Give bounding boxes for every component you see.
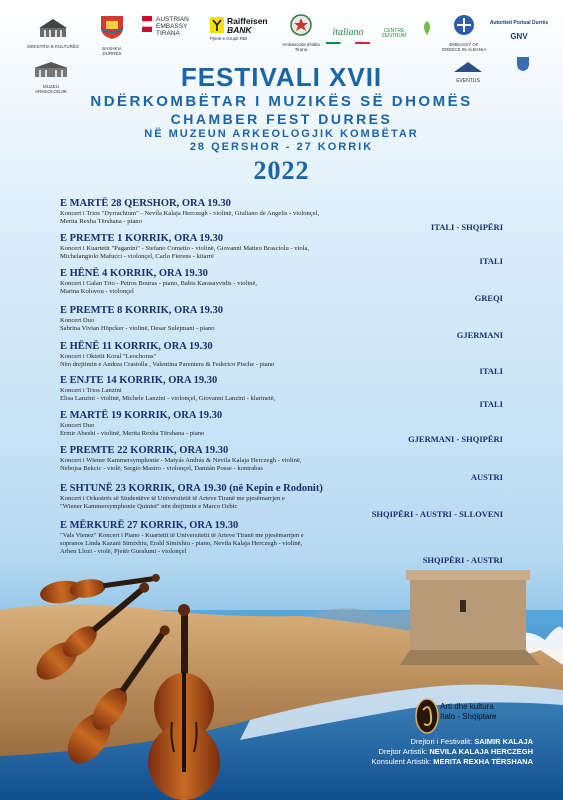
event-heading: E MËRKURË 27 KORRIK, ORA 19.30 (60, 520, 239, 531)
ministry-caption: MINISTRIA E KULTURËS (27, 44, 79, 49)
event-8 (60, 445, 505, 473)
event-heading: E PREMTE 22 KORRIK, ORA 19.30 (60, 445, 229, 456)
durres-crest-icon (98, 14, 126, 40)
event-6-country: ITALI (479, 399, 503, 409)
event-4 (60, 305, 505, 333)
brand-line-2: Italo - Shqiptare (440, 712, 497, 721)
ministry-emblem-icon (38, 16, 68, 38)
event-details: Koncert i Trios "Dyrrachium" - Nevila Kalaja Herczegh - violinë, Giuliano de Angelis - violonçel, (60, 210, 320, 217)
venetian-tower (400, 570, 540, 665)
greece-caption: EMBASSY OF GREECE IN ALBANIA (441, 42, 487, 52)
event-details: Nebojsa Bekcic - violë, Sergio Mastro - violonçel, Damián Posse - kontrabas (60, 465, 263, 472)
port-caption: Autoriteti Portual Durrës (489, 20, 549, 26)
event-heading: E HËNË 4 KORRIK, ORA 19.30 (60, 268, 208, 279)
event-2-country: ITALI (479, 256, 503, 266)
credit-director (372, 737, 533, 747)
event-3 (60, 268, 505, 296)
event-details: Koncert Duo (60, 317, 95, 324)
credit-value: MERITA REXHA TËRSHANA (433, 757, 533, 766)
event-details: Koncert Duo (60, 422, 95, 429)
museum-caption: MUZEU ARKEOLOGJIK (35, 84, 67, 94)
eventus-caption: EVENTUS (456, 78, 480, 84)
event-details: Koncert i Galan Trio - Petros Bouras - piano, Babis Karasavvidis - violinë, (60, 280, 258, 287)
credit-value: SAIMIR KALAJA (474, 737, 533, 746)
greece-logo (440, 14, 488, 52)
italiano-logo (326, 22, 370, 44)
durres-logo (94, 14, 130, 56)
event-5 (60, 341, 505, 369)
event-details: Sabrina Vivian Höpcker - violinë, Desar Sulejmani - piano (60, 325, 215, 332)
austria-line-1: AUSTRIAN (156, 16, 189, 23)
event-4-country: GJERMANI (456, 330, 503, 340)
austria-line-3: TIRANA (156, 30, 180, 37)
centre-logo (372, 28, 416, 39)
festival-year: 2022 (253, 156, 310, 185)
event-details: Merita Rexha Tërshana - piano (60, 218, 142, 225)
brand-line-1: Arti dhe kultura (440, 702, 494, 711)
festival-credits (372, 737, 533, 767)
leaf-icon (420, 20, 434, 36)
event-details: Koncert i Trios Lanzini (60, 387, 122, 394)
event-details: "Wiener Kammersymphonie Quintet" nën drejtimin e Marco Ozbic (60, 503, 238, 510)
event-3-country: GREQI (474, 293, 503, 303)
austria-flag-icon (142, 16, 152, 32)
event-heading: E MARTË 28 QERSHOR, ORA 19.30 (60, 198, 231, 209)
green-leaf-logo (418, 20, 436, 41)
event-details: sopranos Linda Kazani Simixhiu, Erald Simixhiu - piano, Nevila Kalaja Herczegh - violinë, (60, 540, 303, 547)
event-heading: E SHTUNË 23 KORRIK, ORA 19.30 (në Kepin e Rodonit) (60, 483, 323, 494)
event-2 (60, 233, 505, 261)
credit-label: Drejtori i Festivalit: (410, 737, 473, 746)
event-details: Koncert i Kuartetit "Paganini" - Stefano Cometto - violinë, Giovanni Matteo Brasciolu - viola, (60, 245, 310, 252)
event-7-country: GJERMANI - SHQIPËRI (408, 434, 503, 444)
festival-title: FESTIVALI XVII (180, 62, 383, 92)
event-details: Koncert i Oktetit Koral "Leochorus" (60, 353, 157, 360)
credit-label: Konsulent Artistik: (371, 757, 432, 766)
event-details: Nën drejtimin e Andrea Crastolla , Valentina Parentera & Federico Pische - piano (60, 361, 275, 368)
event-details: Ermir Abeshi - violinë, Merita Rexha Tërshana - piano (60, 430, 205, 437)
event-5-country: ITALI (479, 366, 503, 376)
festival-name: CHAMBER FEST DURRES (170, 111, 393, 127)
event-10-country: SHQIPËRI - AUSTRI (422, 555, 503, 565)
event-1-country: ITALI - SHQIPËRI (430, 222, 503, 232)
italy-emblem-icon (290, 14, 312, 36)
event-6 (60, 375, 505, 403)
event-details: Michelangiolo Mafucci - violonçel, Carlo Fierens - kitarrë (60, 253, 214, 260)
event-heading: E PREMTE 8 KORRIK, ORA 19.30 (60, 305, 224, 316)
event-details: Marina Kolovou - violonçel (60, 288, 134, 295)
event-details: Koncert i Wiener Kammersymphonie - Matyás András & Nevila Kalaja Herczegh - violinë, (60, 457, 302, 464)
ministry-logo (22, 16, 84, 49)
event-details: Koncert i Orkestrës së Studentëve të Universitetit të Arteve Tiranë me pjesëmarrjen e (60, 495, 285, 502)
raiffeisen-emblem-icon (210, 17, 224, 33)
event-heading: E HËNË 11 KORRIK, ORA 19.30 (60, 341, 213, 352)
event-heading: E MARTË 19 KORRIK, ORA 19.30 (60, 410, 223, 421)
italiano-flag-stripe (326, 42, 370, 44)
event-heading: E ENJTE 14 KORRIK, ORA 19.30 (60, 375, 218, 386)
italy-embassy-logo (280, 14, 322, 52)
italiano-text: italiano (332, 27, 364, 38)
event-10 (60, 520, 505, 556)
greece-emblem-icon (453, 14, 475, 36)
event-9-country: SHQIPËRI - AUSTRI - SLLOVENI (371, 509, 503, 519)
austria-line-2: EMBASSY (156, 23, 188, 30)
raiffeisen-bank: BANK (227, 25, 252, 35)
austria-logo (142, 16, 204, 37)
credit-artistic-director (372, 747, 533, 757)
credit-consultant (372, 757, 533, 767)
raiffeisen-name: Raiffeisen (227, 16, 268, 26)
raiffeisen-logo (210, 17, 272, 41)
festival-dates: 28 QERSHOR - 27 KORRIK (189, 141, 374, 153)
arti-kultura-emblem (416, 699, 438, 733)
event-8-country: AUSTRI (470, 472, 503, 482)
gnv-text: GNV (510, 32, 528, 41)
festival-venue: NË MUZEUN ARKEOLOGJIK KOMBËTAR (144, 128, 419, 140)
credit-label: Drejtor Artistik: (378, 747, 428, 756)
event-details: Elisa Lanzini - violinë, Michele Lanzini - violonçel, Giovanni Lanzini - klarinetë, (60, 395, 276, 402)
event-details: Arben Llozi - violë, Pjetër Guralumi - violonçel (60, 548, 187, 555)
event-9 (60, 483, 505, 511)
event-details: "Vals Vienez" Koncert i Piano - Kuartetit të Universitetit të Arteve Tiranë me pjesëmarrjen e (60, 532, 304, 539)
port-logo (488, 20, 550, 41)
centre-caption: CENTRE ZENTRUM (381, 28, 407, 39)
arti-kultura-brand (440, 702, 496, 722)
credit-value: NEVILA KALAJA HERCZEGH (429, 747, 533, 756)
raiffeisen-caption: Pjesë e Grupit RBI (210, 36, 248, 41)
festival-subtitle: NDËRKOMBËTAR I MUZIKËS SË DHOMËS (90, 93, 473, 110)
durres-caption: BASHKIA DURRES (102, 46, 122, 56)
event-heading: E PREMTE 1 KORRIK, ORA 19.30 (60, 233, 224, 244)
italy-embassy-caption: Ambasciata d'Italia Tirana (282, 42, 320, 52)
